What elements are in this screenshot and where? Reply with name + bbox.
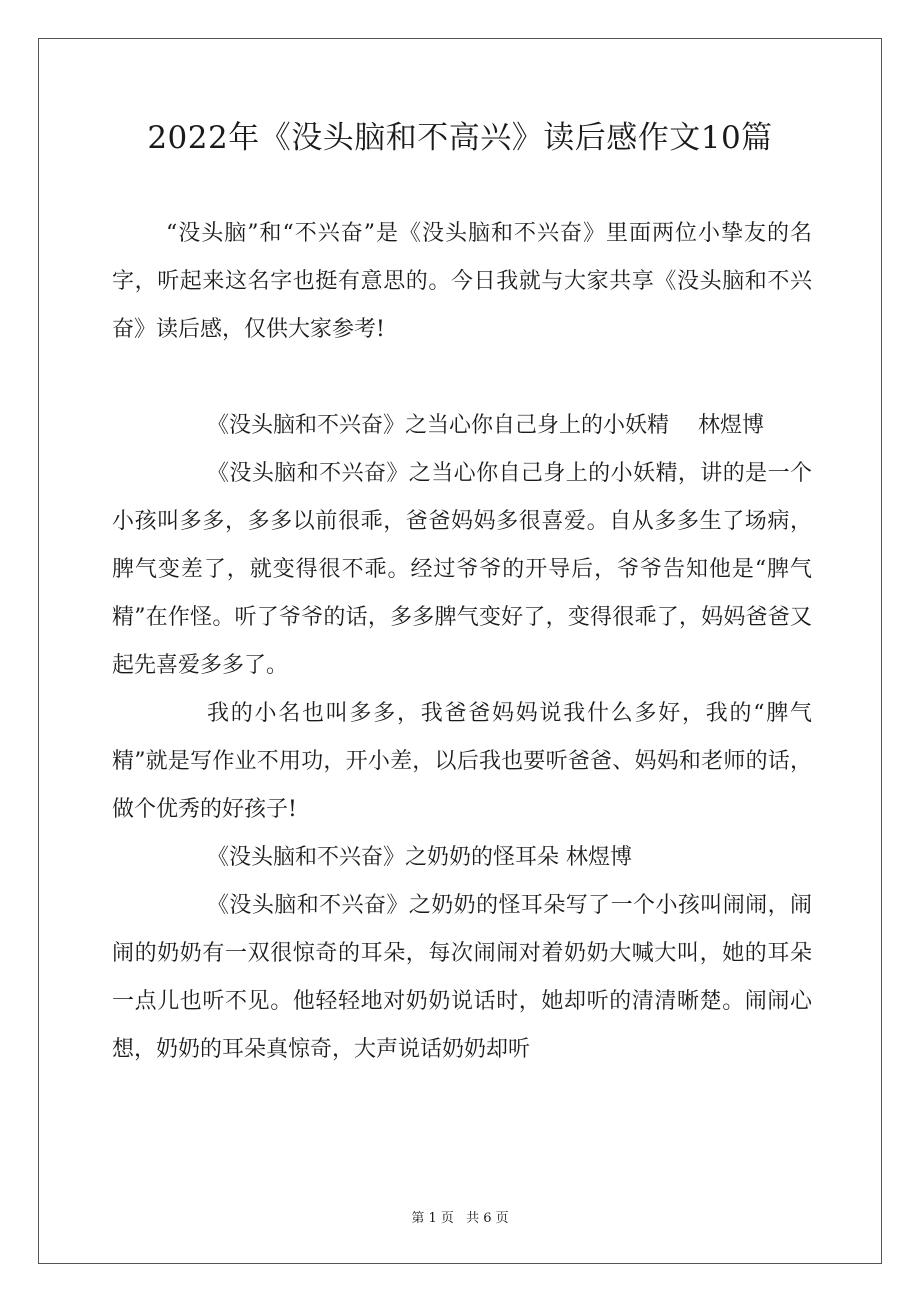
document-body [112,210,812,1074]
page-number: 第 1 页 [411,1211,454,1226]
section-heading-1: 《没头脑和不兴奋》之当心你自己身上的小妖精 林煜博 [207,413,764,438]
section-heading-2: 《没头脑和不兴奋》之奶奶的怪耳朵 林煜博 [207,845,632,870]
page-total: 共 6 页 [466,1211,509,1226]
page-footer [0,1207,920,1226]
body-paragraph-3: 《没头脑和不兴奋》之奶奶的怪耳朵写了一个小孩叫闹闹，闹闹的奶奶有一双很惊奇的耳朵，每次闹闹对着奶奶大喊大叫，她的耳朵一点儿也听不见。他轻轻地对奶奶说话时，她却听的清清晰楚。闹闹心想，奶奶的耳朵真惊奇，大声说话奶奶却听 [112,893,812,1062]
body-paragraph-1: 《没头脑和不兴奋》之当心你自己身上的小妖精，讲的是一个小孩叫多多，多多以前很乖，爸爸妈妈多很喜爱。自从多多生了场病，脾气变差了，就变得很不乖。经过爷爷的开导后，爷爷告知他是“脾气精”在作怪。听了爷爷的话，多多脾气变好了，变得很乖了，妈妈爸爸又起先喜爱多多了。 [112,461,812,678]
paragraph-gap [112,354,812,402]
body-paragraph-2: 我的小名也叫多多，我爸爸妈妈说我什么多好，我的“脾气精”就是写作业不用功，开小差，以后我也要听爸爸、妈妈和老师的话，做个优秀的好孩子! [112,701,812,822]
intro-paragraph: “没头脑”和“不兴奋”是《没头脑和不兴奋》里面两位小挚友的名字，听起来这名字也挺有意思的。今日我就与大家共享《没头脑和不兴奋》读后感，仅供大家参考! [112,221,812,342]
document-title: 2022年《没头脑和不高兴》读后感作文10篇 [147,120,773,156]
